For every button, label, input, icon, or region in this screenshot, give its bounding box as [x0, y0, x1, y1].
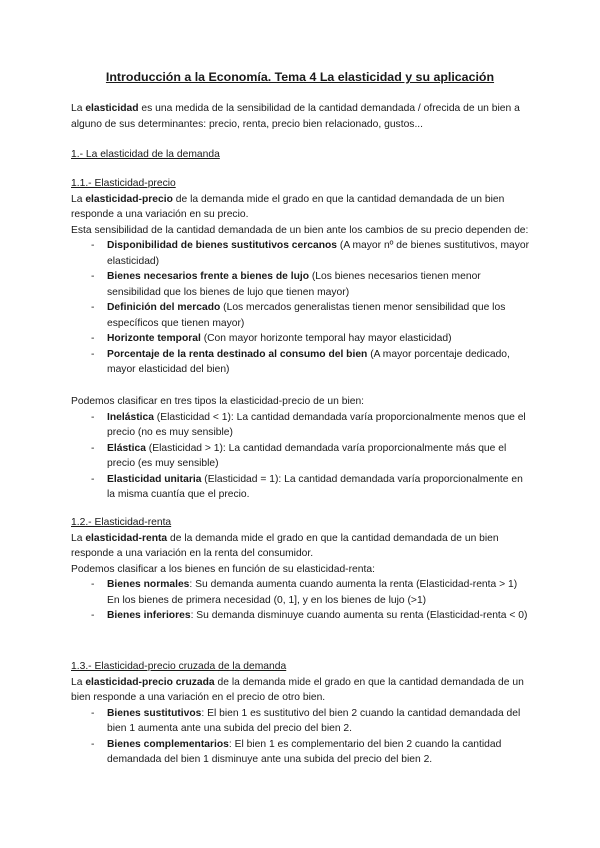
- subsection-1-2-heading: 1.2.- Elasticidad-renta: [71, 517, 172, 528]
- item-text: (Los mercados generalistas tienen menor sensibilidad que los específicos que tienen mayor): [107, 302, 506, 329]
- item-term: Elasticidad unitaria: [107, 473, 202, 485]
- def-term: elasticidad-renta: [85, 532, 168, 544]
- subsection-1-1-line2: Esta sensibilidad de la cantidad demandada de un bien ante los cambios de su precio dependen de:: [71, 224, 529, 236]
- income-goods-list: [71, 577, 533, 624]
- list-item: [71, 608, 533, 624]
- document-title: Introducción a la Economía. Tema 4 La elasticidad y su aplicación: [105, 70, 495, 84]
- intro-pre: La: [71, 103, 86, 114]
- item-text: : El bien 1 es complementario del bien 2 cuando la cantidad demandada del bien 1 disminuye ante una subida del precio del bien 2.: [107, 738, 502, 765]
- item-term: Bienes necesarios frente a bienes de lujo: [107, 271, 310, 282]
- item-text: (Elasticidad < 1): La cantidad demandada varía proporcionalmente menos que el precio (no es muy sensible): [107, 411, 526, 438]
- list-item: [71, 331, 533, 347]
- list-item: [71, 300, 533, 331]
- list-item: [71, 347, 533, 378]
- list-item: [71, 472, 533, 503]
- item-extra: En los bienes de primera necesidad (0, 1], y en los bienes de lujo (>1): [107, 594, 427, 606]
- subsection-1-3-definition: [71, 675, 533, 706]
- item-term: Inelástica: [107, 411, 154, 423]
- def-rest: de la demanda mide el grado en que la cantidad demandada de un bien responde a una variación en el precio de otro bien.: [71, 676, 524, 703]
- item-term: Bienes complementarios: [107, 738, 229, 750]
- item-text: : El bien 1 es sustitutivo del bien 2 cuando la cantidad demandada del bien 1 aumenta ante una subida del precio del bien 2.: [107, 707, 521, 734]
- subsection-1-1-heading: 1.1.- Elasticidad-precio: [71, 178, 176, 189]
- intro-paragraph: [71, 101, 533, 132]
- list-item: [71, 238, 533, 269]
- factors-list: [71, 238, 533, 378]
- item-text: (Elasticidad > 1): La cantidad demandada varía proporcionalmente más que el precio (es muy sensible): [107, 442, 507, 469]
- item-term: Definición del mercado: [107, 302, 221, 313]
- item-term: Bienes normales: [107, 579, 190, 590]
- subsection-1-2: [71, 515, 533, 624]
- item-text: (Elasticidad = 1): La cantidad demandada varía proporcionalmente en la misma cuantía que el precio.: [107, 473, 523, 500]
- item-term: Bienes inferiores: [107, 610, 191, 621]
- item-term: Elástica: [107, 442, 146, 454]
- subsection-1-3: [71, 659, 533, 768]
- item-term: Horizonte temporal: [107, 333, 201, 344]
- classify-intro: Podemos clasificar a los bienes en función de su elasticidad-renta:: [71, 563, 375, 575]
- section-1: [71, 147, 533, 163]
- subsection-1-1: [71, 176, 533, 378]
- item-text: (A mayor porcentaje dedicado, mayor elasticidad del bien): [107, 348, 510, 375]
- list-item: [71, 441, 533, 472]
- item-term: Disponibilidad de bienes sustitutivos cercanos: [107, 240, 338, 251]
- list-item: [71, 269, 533, 300]
- list-item: [71, 410, 533, 441]
- elasticity-types: [71, 394, 533, 503]
- item-term: Bienes sustitutivos: [107, 707, 202, 719]
- cross-goods-list: [71, 706, 533, 768]
- def-rest: de la demanda mide el grado en que la cantidad demandada de un bien responde a una variación en su precio.: [71, 193, 505, 220]
- list-item: [71, 737, 533, 768]
- item-text: (Con mayor horizonte temporal hay mayor elasticidad): [200, 333, 452, 344]
- list-item: [71, 706, 533, 737]
- def-pre: La: [71, 676, 86, 688]
- intro-rest: es una medida de la sensibilidad de la cantidad demandada / ofrecida de un bien a alguno de sus determinantes: precio, renta, precio bien relacionado, gustos...: [71, 103, 520, 130]
- def-pre: La: [71, 193, 86, 205]
- subsection-1-1-definition: [71, 192, 533, 223]
- types-list: [71, 410, 533, 503]
- subsection-1-3-heading: 1.3.- Elasticidad-precio cruzada de la demanda: [71, 661, 287, 672]
- item-text: (A mayor nº de bienes sustitutivos, mayor elasticidad): [107, 240, 530, 267]
- intro-term: elasticidad: [85, 103, 139, 114]
- item-text: : Su demanda disminuye cuando aumenta su renta (Elasticidad-renta < 0): [190, 610, 528, 621]
- def-rest: de la demanda mide el grado en que la cantidad demandada de un bien responde a una variación en la renta del consumidor.: [71, 532, 499, 559]
- item-text: : Su demanda aumenta cuando aumenta la renta (Elasticidad-renta > 1): [189, 579, 518, 590]
- item-term: Porcentaje de la renta destinado al consumo del bien: [107, 348, 368, 360]
- subsection-1-2-definition: [71, 531, 533, 562]
- classify-intro: Podemos clasificar en tres tipos la elasticidad-precio de un bien:: [71, 396, 365, 407]
- def-pre: La: [71, 532, 86, 544]
- list-item: [71, 577, 533, 608]
- section-1-heading: 1.- La elasticidad de la demanda: [71, 149, 220, 160]
- item-text: (Los bienes necesarios tienen menor sensibilidad que los bienes de lujo que tienen mayor): [107, 271, 481, 298]
- def-term: elasticidad-precio: [85, 193, 173, 205]
- def-term: elasticidad-precio cruzada: [85, 676, 215, 688]
